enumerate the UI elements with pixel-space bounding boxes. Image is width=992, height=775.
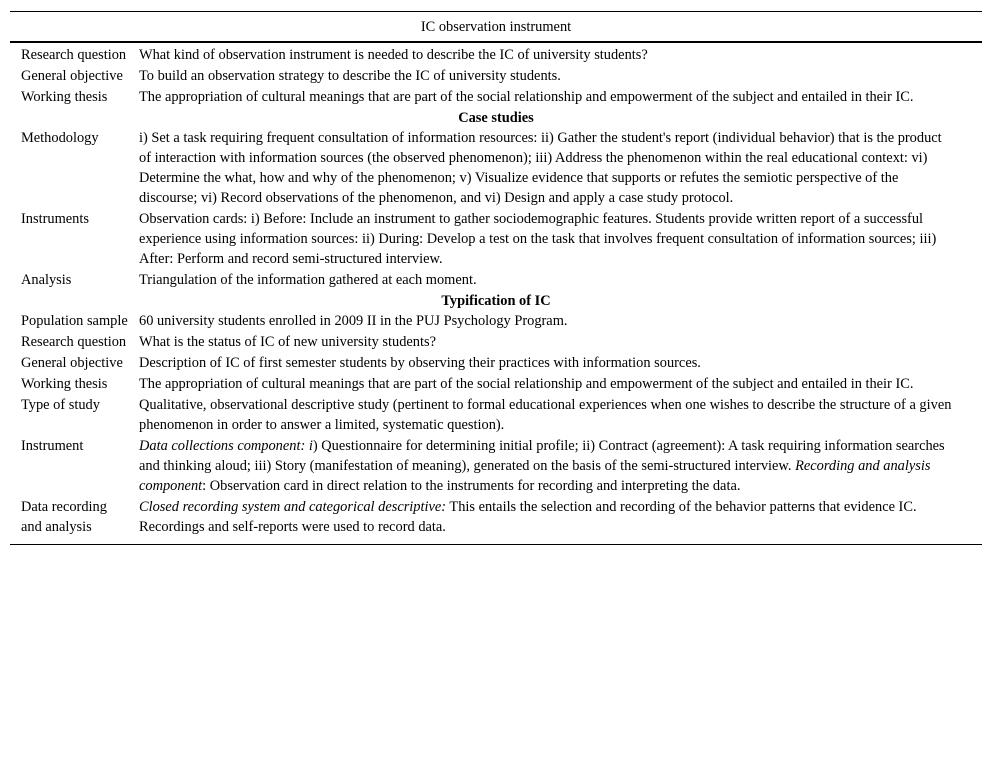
row-value [139,311,982,332]
table-row [10,436,982,497]
row-value [139,395,982,436]
italic-text: Recording and analysis component [139,458,931,494]
table-row [10,395,982,436]
section-title: Typification of IC [441,293,551,309]
row-value [139,436,982,497]
row-label: Instrument [21,438,84,454]
text: This entails the selection and recording of the behavior patterns that evidence IC. Recordings and self-reports were used to record data. [139,499,917,535]
table-body [10,42,982,545]
table-row [10,42,982,66]
section-header-row [10,108,982,128]
row-label: Working thesis [21,89,108,105]
row-label: Data recording and analysis [10,497,139,545]
text: What is the status of IC of new university students? [139,334,436,350]
row-value [139,497,982,545]
text: Triangulation of the information gathered at each moment. [139,272,477,288]
table-row [10,87,982,108]
table-row [10,374,982,395]
row-label: Research question [21,47,127,63]
table-row [10,311,982,332]
row-value [139,66,982,87]
row-label: Type of study [21,397,100,413]
row-value [139,374,982,395]
row-value [139,332,982,353]
table-header-row [10,12,982,43]
row-label: General objective [21,68,123,84]
row-label: Analysis [21,272,72,288]
table-row [10,209,982,270]
text: i) Set a task requiring frequent consultation of information resources: ii) Gather the student's report (individual behavior) that is the product of interaction with information sources (the observed phenomenon); iii) Address the phenomenon within the real educational context: vi) Determine the what, how and why of the phenomenon; v) Visualize evidence that supports or refutes the semiotic perspective of the discourse; vi) Record observations of the phenomenon, and vi) Design and apply a case study protocol. [139,130,942,206]
text: Observation cards: i) Before: Include an instrument to gather sociodemographic features. Students provide written report of a successful experience using information sources: ii) During: Develop a test on the task that involves frequent consultation of information sources; iii) After: Perform and record semi-structured interview. [139,211,937,267]
text: The appropriation of cultural meanings that are part of the social relationship and empowerment of the subject and entailed in their IC. [139,376,914,392]
text: To build an observation strategy to describe the IC of university students. [139,68,561,84]
row-label: Methodology [21,130,99,146]
table-row [10,497,982,545]
row-label: Working thesis [21,376,108,392]
row-value [139,128,982,209]
text: : Observation card in direct relation to the instruments for recording and interpreting the data. [202,478,741,494]
section-header-row [10,291,982,311]
table-row [10,270,982,291]
table-title: IC observation instrument [10,12,982,43]
row-label: General objective [21,355,123,371]
section-title: Case studies [458,110,534,126]
text: ) Questionnaire for determining initial profile; ii) Contract (agreement): A task requiring information searches and thinking aloud; iii) Story (manifestation of meaning), generated on the basis of the semi-structured interview. [139,438,945,474]
text: Description of IC of first semester students by observing their practices with information sources. [139,355,701,371]
table-row [10,332,982,353]
table-row [10,353,982,374]
table-row [10,66,982,87]
italic-text: Closed recording system and categorical descriptive: [139,499,447,515]
row-label: Instruments [21,211,89,227]
text: Qualitative, observational descriptive study (pertinent to formal educational experiences when one wishes to describe the structure of a given phenomenon in order to answer a limited, systematic question). [139,397,952,433]
row-label: Research question [21,334,127,350]
row-value [139,42,982,66]
table-row [10,128,982,209]
text: What kind of observation instrument is needed to describe the IC of university students? [139,47,648,63]
row-value [139,353,982,374]
italic-text: Data collections component: i [139,438,313,454]
text: 60 university students enrolled in 2009 II in the PUJ Psychology Program. [139,313,568,329]
observation-instrument-table [10,11,982,545]
text: The appropriation of cultural meanings that are part of the social relationship and empowerment of the subject and entailed in their IC. [139,89,914,105]
row-value [139,87,982,108]
row-value [139,209,982,270]
row-label: Population sample [21,313,128,329]
row-value [139,270,982,291]
